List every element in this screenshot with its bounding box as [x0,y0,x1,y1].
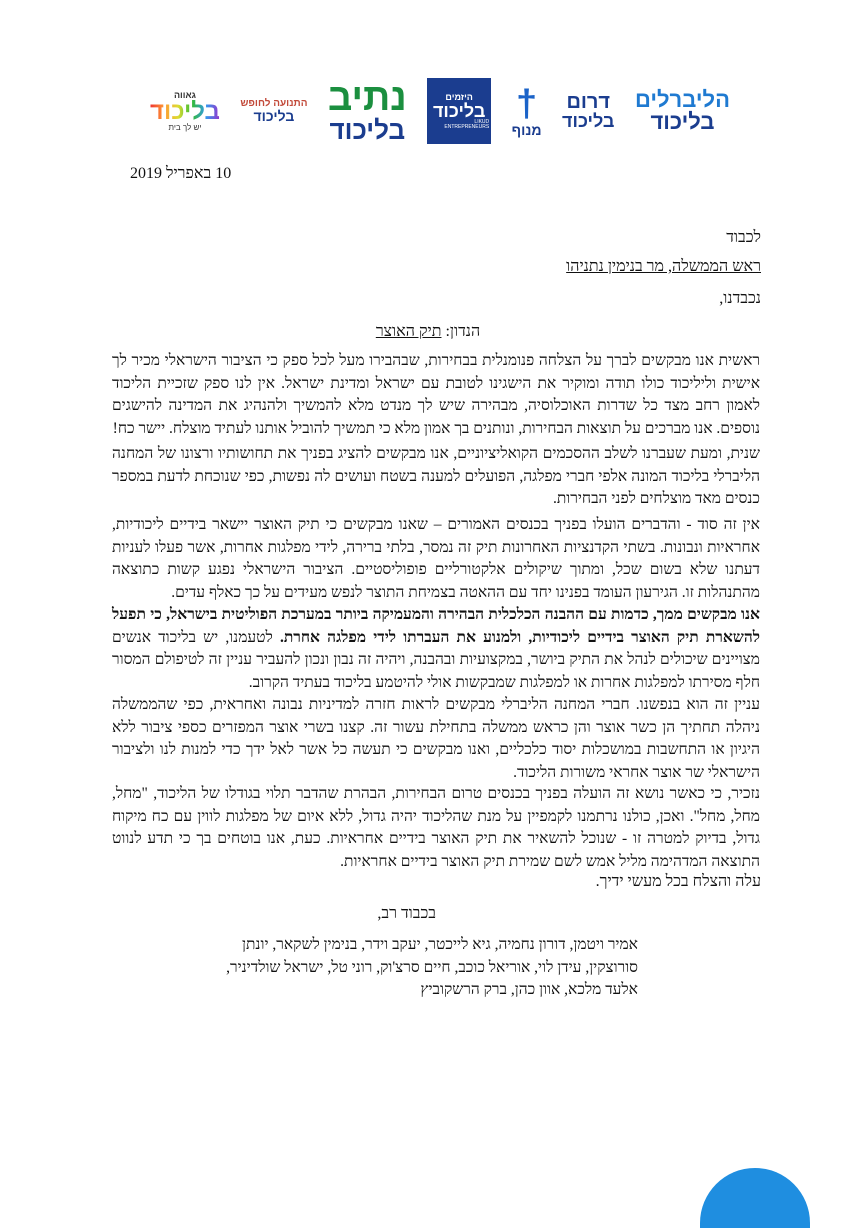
liberals-in-likud-logo: הליברלים בליכוד [634,87,730,134]
paragraph-3: אין זה סוד - והדברים הועלו בפניך בכנסים האמורים – שאנו מבקשים כי תיק האוצר יישאר בידיים ליכודיות, אחראיות ונבונות. בשתי הקדנציות האחרונות תיק זה נמסר, בלתי ברירה, לידי מפלגות אחרות, אשר פעלו לעניות דעתנו שלא בשום שכל, ומתוך שיקולים אלקטורליים פופוליסטיים. הציבור הישראלי נפגע קשות כתוצאה מהתנהלות זו. הגירעון העומד בפנינו יחד עם ההאטה בצמיחת התוצר לנפש מעידים על כך כאלף עדים. [112,516,760,601]
regards: בכבוד רב, [377,905,436,922]
freedom-movement-logo: התנועה לחופש בליכוד [240,98,308,124]
subject-line [0,323,856,341]
salutation-to: לכבוד [726,229,761,246]
nativ-in-likud-logo: נתיב בליכוד [327,77,407,145]
corner-decoration [700,1168,810,1228]
pride-in-likud-logo: גאווה בליכוד יש לך בית [150,90,220,132]
signatories: אמיר ויטמן, דורון נחמיה, גיא לייכטר, יעקב וידר, בנימין לשקאר, יונתן סורוצקין, עידן לוי, אוריאל כוכב, חיים סרצ'וק, רוני טל, ישראל שולדיניר, אלעד מלכא, אוון כהן, ברק הרשקוביץ [226,936,638,998]
paragraph-4-bold: אנו מבקשים ממך, כדמות עם ההבנה הכלכלית הבהירה והמעמיקה ביותר במערכת הפוליטית בישראל, כי תפעל להשארת תיק האוצר בידיים ליכודיות, ולמנוע את העברתו לידי מפלגה אחרת. [112,606,761,646]
entrepreneurs-in-likud-logo: היזמים בליכוד LIKUD ENTREPRENEURS [427,78,491,144]
letter-date: 10 באפריל 2019 [130,165,232,182]
south-in-likud-logo: דרום בליכוד [562,91,615,131]
paragraph-5: עניין זה הוא בנפשנו. חברי המחנה הליברלי מבקשים לראות חזרה למדיניות נבונה ואחראית, כפי שהממשלה ניהלה תחתיך הן כשר אוצר והן כראש ממשלה בתחילת עשור זה. קצנו בשרי אוצר המפזרים כספי ציבור ללא היגיון או התחשבות במושכלות יסוד כלכליים, ואנו מבקשים כי תעשה כל אשר לאל ידך כדי למנות לנו ולציבור הישראלי שר אוצר אחראי משורות הליכוד. [112,696,760,781]
greeting: נכבדנו, [719,290,761,307]
paragraph-6: נזכיר, כי כאשר נושא זה הועלה בפניך בכנסים טרום הבחירות, הבהרת שהדבר תלוי בגודלו של הליכוד, "מחל, מחל, מחל". ואכן, כולנו נרתמנו לקמפיין על מנת שהליכוד יהיה גדול, ללא איום של מפלגות לווין עם כח מיקוח גדול, בדיוק למטרה זו - שנוכל להשאיר את תיק האוצר בידיים אחראיות. כעת, אנו בוטחים בך כי תדע לנווט התוצאה המדהימה מליל אמש לשם שמירת תיק האוצר בידיים אחראיות. [112,785,760,870]
paragraph-4 [112,604,760,694]
paragraph-1: ראשית אנו מבקשים לברך על הצלחה פנומנלית בבחירות, שבהבירו מעל לכל ספק כי הציבור הישראלי מכיר לך אישית וליליכוד כולו תודה ומוקיר את הישגינו לטובת עם ישראל ומדינת ישראל. אין לנו ספק שזכיית הליכוד לאמון רחב מצד כל שדרות האוכלוסיה, מבהירה שיש לך מנדט מלא להמשיך ולהנהיג את המדינה להישגים נוספים. אנו מברכים על תוצאות הבחירות, ונותנים בך אמון מלא כי תמשיך להוביל אותנו לעתיד מוצלח. יישר כח! [112,352,760,437]
paragraph-4-rest: לטעמנו, יש בליכוד אנשים מצויינים שיכולים לנהל את התיק ביושר, במקצועיות ובהבנה, ויהיה זה נבון ונכון להעביר עניין זה לטיפולם המסור חלף מסירתו למפלגות אחרות או למפלגות שמבקשות אולי להיטמע בליכוד בעתיד הקרוב. [112,628,760,691]
subject-label: הנדון: [441,323,481,340]
addressee: ראש הממשלה, מר בנימין נתניהו [566,258,761,275]
manof-logo: † מנוף [511,83,542,138]
closing-wish: עלה והצלח בכל מעשי ידיך. [595,873,761,890]
logo-strip [150,76,730,146]
subject-value: תיק האוצר [375,323,442,340]
paragraph-2: שנית, ומעת שעברנו לשלב ההסכמים הקואליציוניים, אנו מבקשים להציג בפניך את תחושותיו ורצונו של המחנה הליברלי בליכוד המונה אלפי חברי מפלגה, הפועלים למענה בשטח ועושים לה נפשות, כפי שנוכחת לדעת במספר כנסים מאד מוצלחים לפני הבחירות. [112,445,760,507]
